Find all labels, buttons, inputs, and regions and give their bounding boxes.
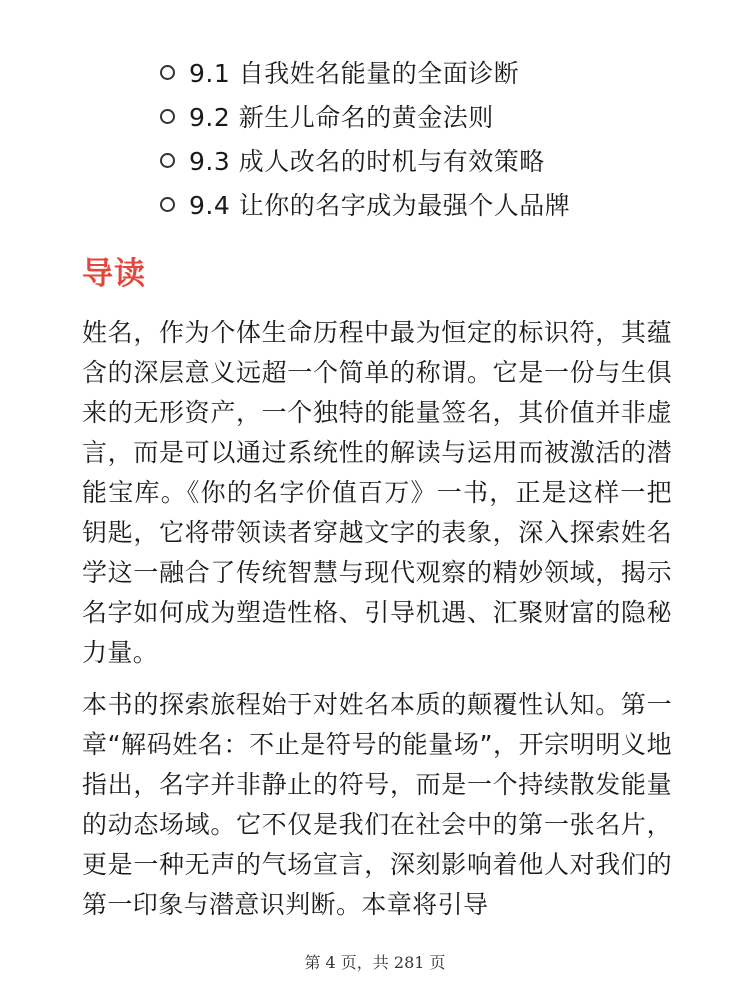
section-heading: 导读 <box>82 256 146 292</box>
circle-bullet-icon <box>160 109 175 124</box>
toc-item-label: 9.4 让你的名字成为最强个人品牌 <box>189 191 571 220</box>
body-paragraph: 本书的探索旅程始于对姓名本质的颠覆性认知。第一章“解码姓名：不止是符号的能量场”，开宗明明义地指出，名字并非静止的符号，而是一个持续散发能量的动态场域。它不仅是我们在社会中的第一张名片，更是一种无声的气场宣言，深刻影响着他人对我们的第一印象与潜意识判断。本章将引导 <box>82 690 672 919</box>
toc-item <box>160 138 570 182</box>
circle-bullet-icon <box>160 153 175 168</box>
toc-item-label: 9.1 自我姓名能量的全面诊断 <box>189 59 520 88</box>
toc-item-label: 9.2 新生儿命名的黄金法则 <box>189 103 494 132</box>
toc-item-label: 9.3 成人改名的时机与有效策略 <box>189 147 545 176</box>
body-paragraph: 姓名，作为个体生命历程中最为恒定的标识符，其蕴含的深层意义远超一个简单的称谓。它是一份与生俱来的无形资产，一个独特的能量签名，其价值并非虚言，而是可以通过系统性的解读与运用而被激活的潜能宝库。《你的名字价值百万》一书，正是这样一把钥匙，它将带领读者穿越文字的表象，深入探索姓名学这一融合了传统智慧与现代观察的精妙领域，揭示名字如何成为塑造性格、引导机遇、汇聚财富的隐秘力量。 <box>82 318 672 667</box>
circle-bullet-icon <box>160 197 175 212</box>
page-number: 第 4 页，共 281 页 <box>304 953 446 972</box>
toc-item <box>160 182 570 226</box>
toc-item <box>160 50 570 94</box>
toc-item <box>160 94 570 138</box>
circle-bullet-icon <box>160 65 175 80</box>
toc-list <box>160 50 570 226</box>
